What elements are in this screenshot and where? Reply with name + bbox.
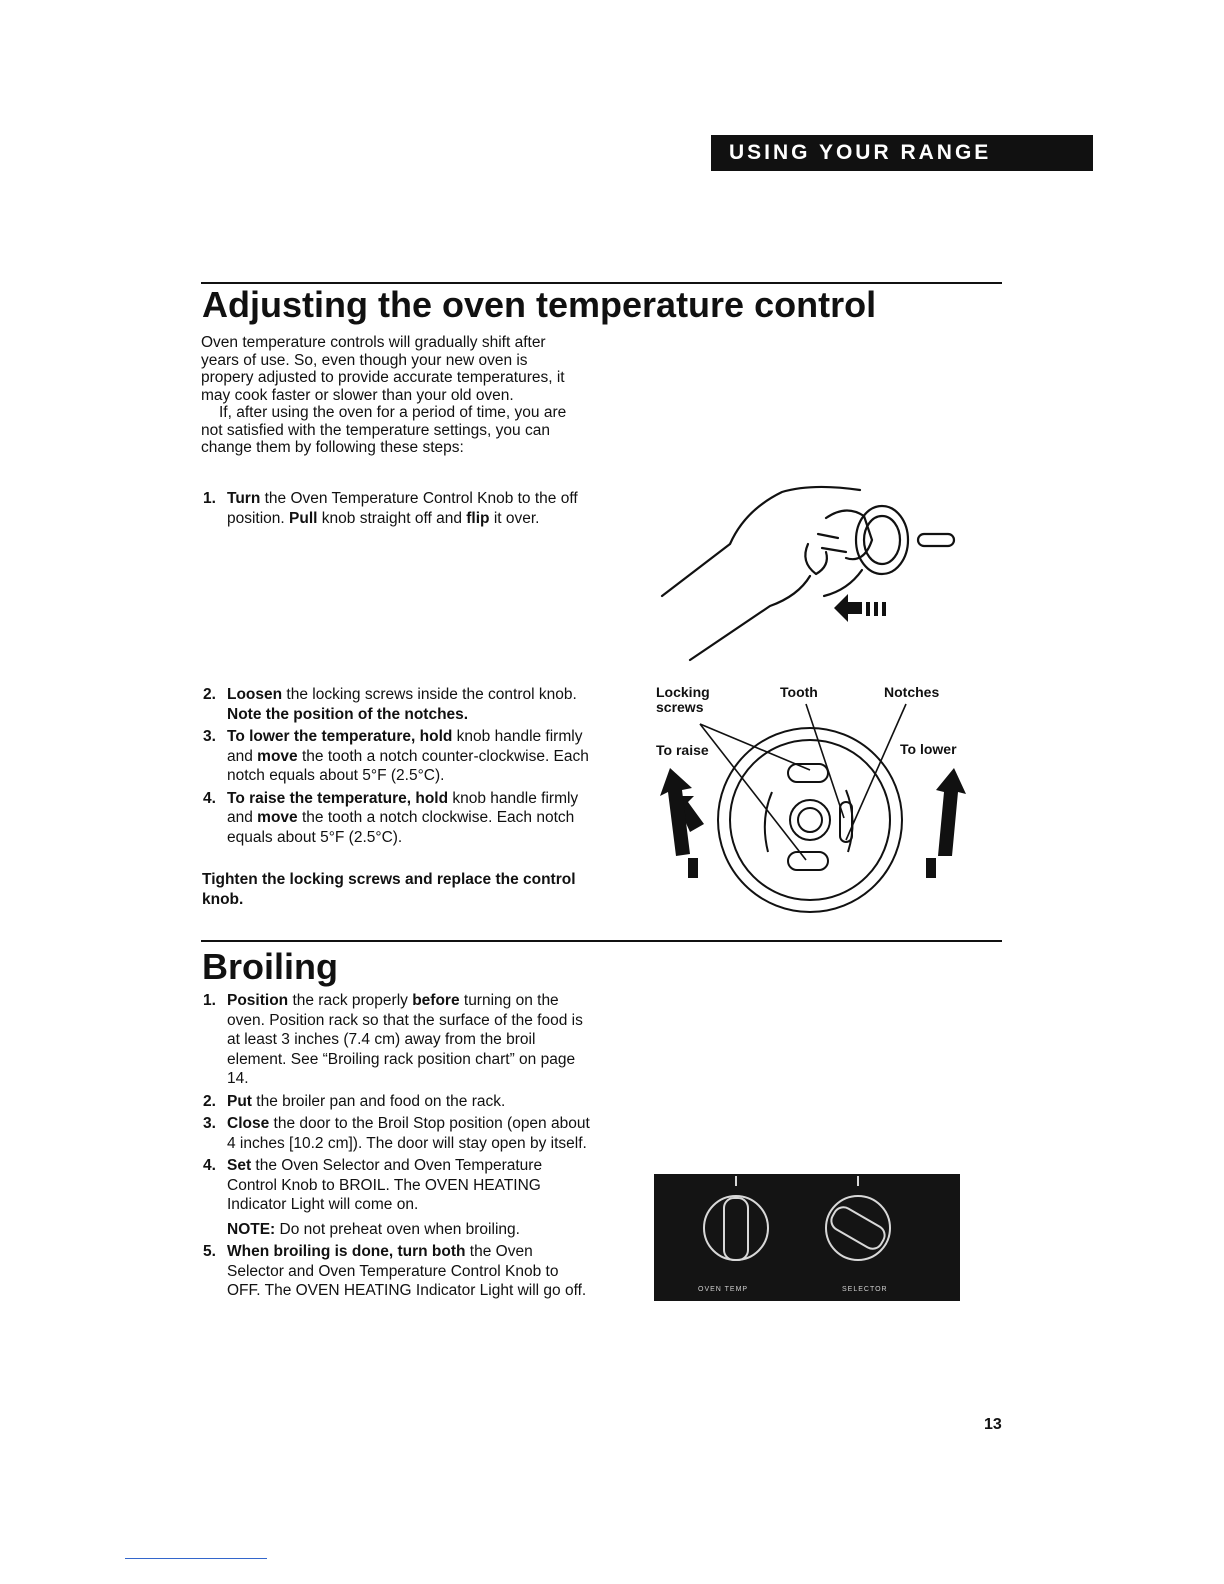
- label-to-raise: To raise: [656, 742, 709, 758]
- broil-note: [227, 1220, 591, 1240]
- step-bold: flip: [466, 509, 490, 527]
- step-bold: Note the position of the notches.: [227, 705, 469, 723]
- step-lead: Position: [227, 992, 289, 1009]
- section-rule-broil: [201, 940, 1002, 942]
- step-text: knob handle firmly and: [227, 789, 579, 826]
- step-bold: before: [412, 992, 460, 1009]
- step-number: 3.: [203, 728, 216, 745]
- step-lead: Put: [227, 1092, 252, 1110]
- knob-adjustment-diagram: [660, 700, 980, 925]
- step-text: the door to the Broil Stop position (open about 4 inches [10.2 cm]). The door will stay open by itself.: [227, 1115, 590, 1152]
- step-text: turning on the oven. Position rack so that the surface of the food is at least 3 inches (7.4 cm) away from the broil element. See “Broiling rack position chart” on page 14.: [227, 992, 583, 1087]
- step-lead: To raise the temperature, hold: [227, 789, 449, 807]
- step-lead: To lower the temperature, hold: [227, 728, 453, 745]
- broil-title: Broiling: [202, 946, 338, 987]
- adjust-step: [201, 789, 591, 848]
- step-lead: Turn: [227, 490, 261, 507]
- step-number: 1.: [203, 992, 216, 1009]
- broil-step: [201, 1242, 591, 1301]
- control-panel-photo: [654, 1174, 960, 1301]
- intro-paragraph-1: Oven temperature controls will gradually shift after years of use. So, even though your new oven is propery adjusted to provide accurate temperatures, it may cook faster or slower than your old oven.: [201, 334, 565, 404]
- label-notches: Notches: [884, 684, 940, 700]
- step-lead: Loosen: [227, 686, 283, 703]
- section-header-banner: [711, 135, 1093, 171]
- step-number: 1.: [203, 490, 216, 507]
- step-text: the locking screws inside the control knob.: [282, 686, 577, 703]
- step-number: 2.: [203, 686, 216, 703]
- step-text: knob straight off and: [317, 509, 467, 527]
- step-text: knob handle firmly and: [227, 728, 583, 765]
- broil-step: [201, 1092, 591, 1112]
- step-bold: move: [257, 809, 298, 826]
- step-number: 4.: [203, 789, 216, 807]
- step-number: 3.: [203, 1115, 216, 1132]
- adjust-step: [201, 489, 591, 528]
- adjust-title: Adjusting the oven temperature control: [202, 284, 877, 325]
- broil-step: [201, 1114, 591, 1153]
- adjust-step: [201, 727, 591, 786]
- step-number: 5.: [203, 1243, 216, 1260]
- page-number: 13: [984, 1416, 1002, 1433]
- step-number: 4.: [203, 1157, 216, 1174]
- panel-label-left: OVEN TEMP: [698, 1286, 749, 1293]
- adjust-step-list-1: [201, 489, 591, 531]
- note-text: Do not preheat oven when broiling.: [275, 1220, 520, 1238]
- label-to-lower: To lower: [900, 741, 957, 757]
- step-text: the rack properly: [288, 992, 413, 1009]
- step-lead: Set: [227, 1157, 252, 1174]
- adjust-closing-instruction: Tighten the locking screws and replace the control knob.: [202, 871, 576, 908]
- adjust-intro: [201, 334, 583, 457]
- step-lead: When broiling is done, turn both: [227, 1243, 466, 1260]
- step-text: the Oven Selector and Oven Temperature Control Knob to BROIL. The OVEN HEATING Indicator Light will come on.: [227, 1157, 543, 1213]
- control-knobs-graphic: [654, 1174, 960, 1301]
- broil-step: [201, 1156, 591, 1239]
- hand-pulling-knob-illustration: [650, 478, 960, 668]
- step-bold: Pull: [289, 509, 318, 527]
- step-text: the tooth a notch counter-clockwise. Each notch equals about 5°F (2.5°C).: [227, 747, 589, 784]
- adjust-step-list-2: [201, 685, 591, 850]
- step-number: 2.: [203, 1092, 216, 1110]
- step-bold: move: [257, 747, 298, 765]
- step-lead: Close: [227, 1115, 270, 1132]
- broil-step: [201, 991, 591, 1089]
- step-text: the tooth a notch clockwise. Each notch equals about 5°F (2.5°C).: [227, 809, 575, 846]
- note-label: NOTE:: [227, 1220, 276, 1238]
- panel-label-right: SELECTOR: [842, 1286, 888, 1293]
- section-header-label: USING YOUR RANGE: [729, 141, 992, 164]
- step-text: the Oven Temperature Control Knob to the off position.: [227, 490, 578, 527]
- broil-step-list: [201, 991, 591, 1304]
- step-text: the Oven Selector and Oven Temperature Control Knob to OFF. The OVEN HEATING Indicator Light will go off.: [227, 1243, 587, 1299]
- label-tooth: Tooth: [780, 684, 818, 700]
- footnote-separator: [125, 1558, 267, 1559]
- step-text: the broiler pan and food on the rack.: [251, 1092, 506, 1110]
- step-text: it over.: [489, 509, 540, 527]
- intro-paragraph-2: If, after using the oven for a period of time, you are not satisfied with the temperature settings, you can change them by following these steps:: [201, 404, 567, 456]
- label-locking-screws: Locking screws: [656, 684, 710, 715]
- adjust-step: [201, 685, 591, 724]
